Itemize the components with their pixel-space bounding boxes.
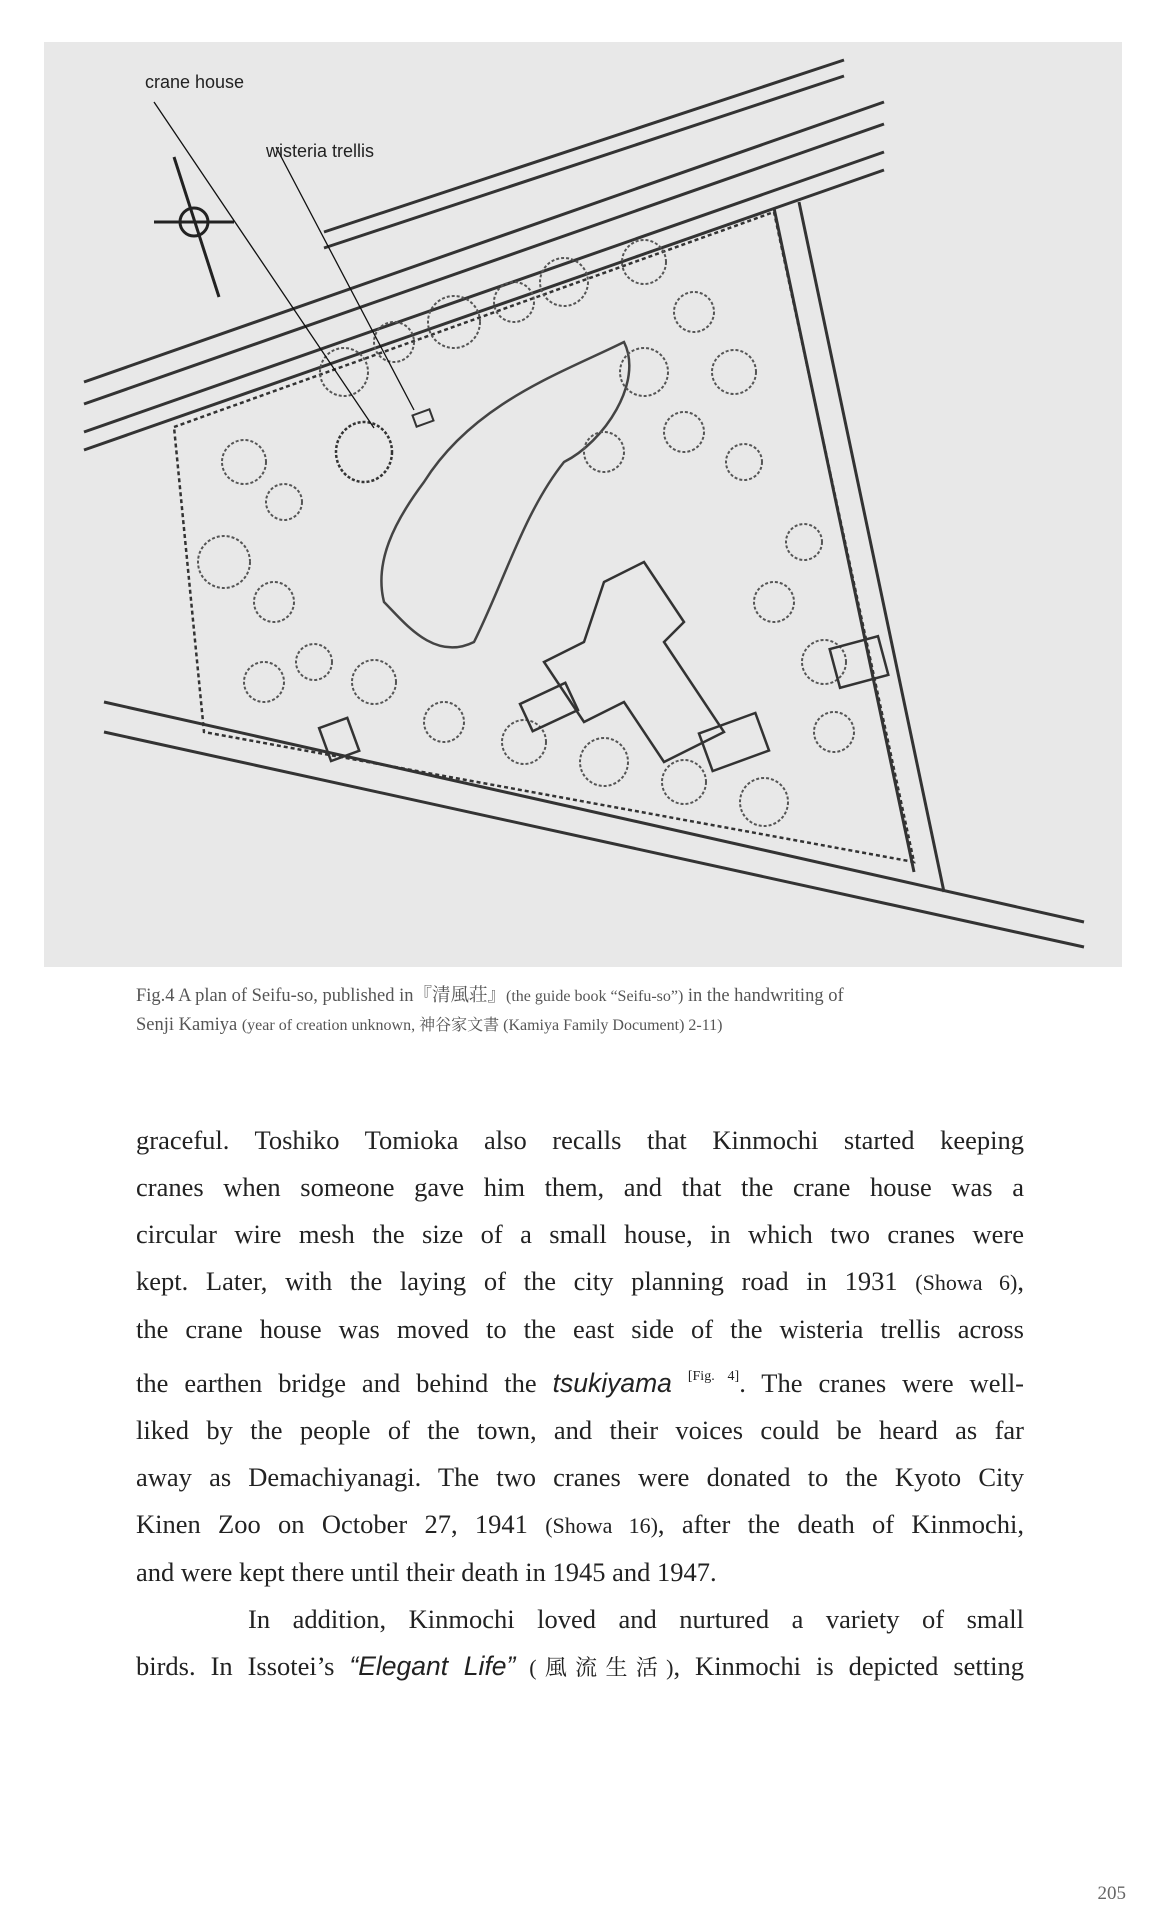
caption-suffix: in the handwriting of — [683, 986, 844, 1006]
body-line — [136, 1643, 1024, 1691]
body-text-span: , — [1017, 1266, 1024, 1296]
caption-line-1 — [136, 982, 1036, 1011]
caption-author: Senji Kamiya — [136, 1015, 242, 1035]
garden-plan-drawing — [44, 42, 1122, 967]
italic-title: “Elegant Life” — [349, 1651, 516, 1681]
body-line: In addition, Kinmochi loved and nurtured a variety of small — [248, 1604, 1024, 1634]
body-line — [136, 1353, 1024, 1407]
wisteria-trellis-callout: wisteria trellis — [266, 141, 375, 161]
body-text-span: . The cranes were well- — [739, 1368, 1025, 1398]
figure-caption — [136, 982, 1036, 1040]
body-line: graceful. Toshiko Tomioka also recalls that Kinmochi started keeping — [136, 1125, 1024, 1155]
body-text-span: Kinen Zoo on October 27, 1941 — [136, 1509, 546, 1539]
caption-note: (the guide book “Seifu-so”) — [506, 988, 684, 1005]
body-line: liked by the people of the town, and their voices could be heard as far — [136, 1415, 1024, 1445]
body-text-span: the earthen bridge and behind the — [136, 1368, 553, 1398]
italic-term: tsukiyama — [552, 1368, 672, 1398]
body-text-span: , after the death of Kinmochi, — [657, 1509, 1025, 1539]
era-note: (Showa 16) — [545, 1513, 658, 1538]
caption-source: (year of creation unknown, 神谷家文書 (Kamiya Family Document) 2-11) — [241, 1017, 723, 1034]
body-text-span: birds. In Issotei’s — [136, 1651, 350, 1681]
figure-reference: [Fig. 4] — [687, 1369, 740, 1384]
body-text-span: , Kinmochi is depicted setting — [673, 1651, 1024, 1681]
body-line: away as Demachiyanagi. The two cranes were donated to the Kyoto City — [136, 1462, 1024, 1492]
body-line — [136, 1258, 1024, 1306]
jp-title-note: (風流生活) — [515, 1655, 674, 1680]
body-text-span: kept. Later, with the laying of the city planning road in 1931 — [136, 1266, 916, 1296]
crane-house-callout: crane house — [145, 72, 245, 92]
body-line — [136, 1501, 1024, 1549]
body-line: and were kept there until their death in 1945 and 1947. — [136, 1557, 717, 1587]
body-line: circular wire mesh the size of a small house, in which two cranes were — [136, 1219, 1024, 1249]
body-text — [136, 1117, 1024, 1691]
caption-prefix: Fig.4 A plan of Seifu-so, published in — [136, 986, 414, 1006]
caption-line-2 — [136, 1011, 1036, 1040]
caption-jp-title: 『清風荘』 — [413, 986, 507, 1006]
garden-plan-figure — [44, 42, 1122, 967]
body-line: the crane house was moved to the east side of the wisteria trellis across — [136, 1314, 1024, 1344]
era-note: (Showa 6) — [915, 1270, 1018, 1295]
page-number: 205 — [1097, 1883, 1126, 1904]
body-line: cranes when someone gave him them, and that the crane house was a — [136, 1172, 1024, 1202]
